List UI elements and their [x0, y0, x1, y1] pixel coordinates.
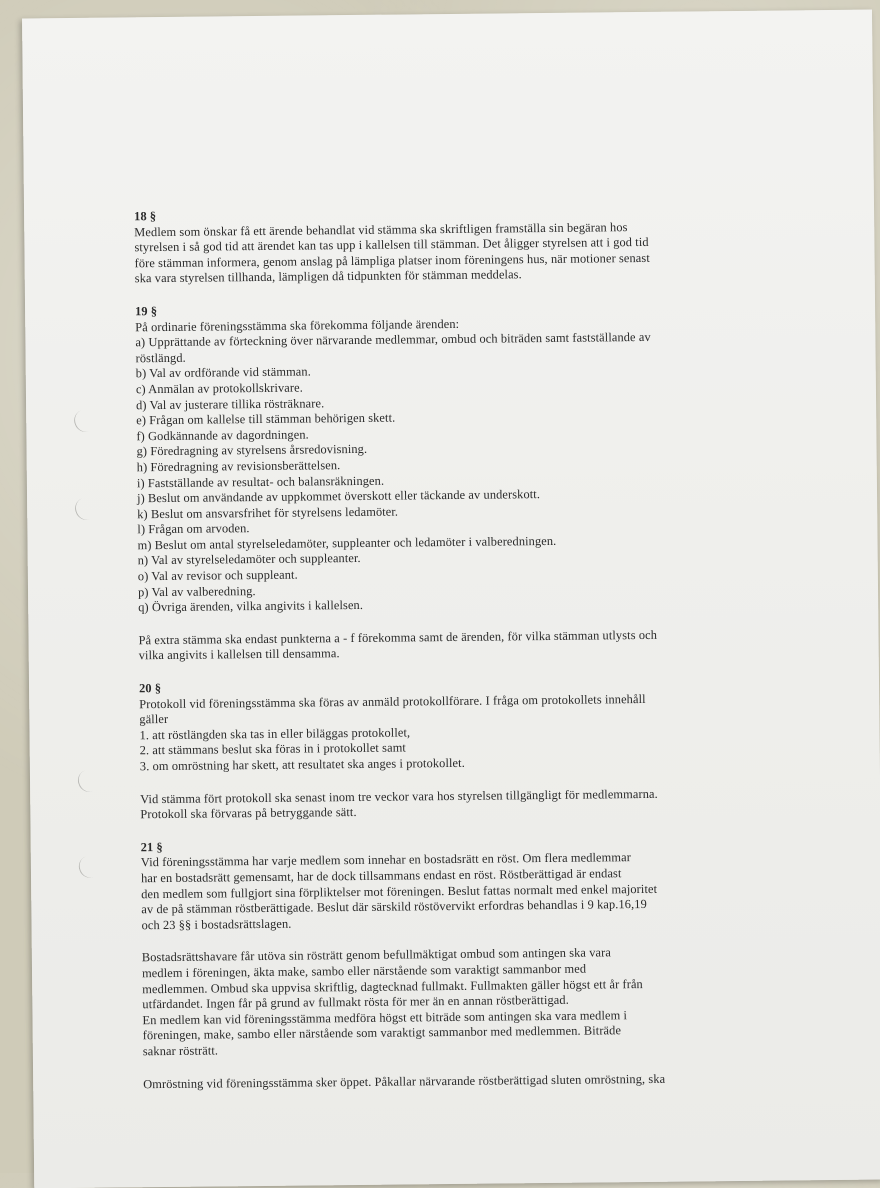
text-line: j) Beslut om användande av uppkommet överskott eller täckande av underskott.	[136, 487, 541, 506]
text-line: o) Val av revisor och suppleant.	[137, 567, 298, 584]
text-line: Protokoll ska förvaras på betryggande sätt.	[140, 805, 357, 822]
text-line: saknar rösträtt.	[142, 1043, 219, 1059]
text-line: 3. om omröstning har skett, att resultatet ska anges i protokollet.	[139, 755, 465, 774]
text-line: före stämman informera, genom anslag på lämpliga platser inom föreningens hus, när motioner senast	[134, 250, 650, 271]
text-line: den medlem som fullgjort sina förpliktelser mot föreningen. Beslut fattas normalt med enkel majoritet	[141, 881, 658, 901]
text-line: i) Fastställande av resultat- och balansräkningen.	[136, 473, 385, 490]
text-line: c) Anmälan av protokollskrivare.	[135, 380, 303, 397]
text-line: medlem i föreningen, äkta make, sambo eller närstående som varaktigt sammanbor med	[141, 961, 587, 981]
section-number: 21 §	[140, 839, 163, 855]
text-line: På extra stämma ska endast punkterna a - f förekomma samt de ärenden, för vilka stämman utlysts och	[138, 627, 658, 648]
text-line: röstlängd.	[135, 350, 186, 366]
text-line: ska vara styrelsen tillhanda, lämpligen då tidpunkten för stämman meddelas.	[134, 267, 522, 286]
text-line: f) Godkännande av dagordningen.	[136, 427, 309, 443]
text-line: h) Föredragning av revisionsberättelsen.	[136, 458, 341, 475]
text-line: p) Val av valberedning.	[137, 583, 256, 599]
text-line: av de på stämman röstberättigade. Beslut där särskild röstövervikt erfordras behandlas i 9 kap.16,19	[141, 897, 647, 917]
text-line: styrelsen i så god tid att ärendet kan tas upp i kallelsen till stämman. Det åligger styrelsen att i god tid	[134, 235, 649, 255]
text-line: d) Val av justerare tillika rösträknare.	[136, 395, 325, 412]
text-line: Protokoll vid föreningsstämma ska föras av anmäld protokollförare. I fråga om protokollets innehåll	[139, 691, 646, 711]
text-line: b) Val av ordförande vid stämman.	[135, 364, 311, 381]
section	[139, 675, 740, 823]
text-line: föreningen, make, sambo eller närstående som varaktigt sammanbor med medlemmen. Biträde	[142, 1023, 622, 1043]
section	[141, 834, 744, 1093]
text-line: En medlem kan vid föreningsstämma medföra högst ett biträde som antingen ska vara medlem i	[142, 1007, 628, 1027]
punch-hole	[75, 767, 102, 795]
punch-hole	[71, 407, 98, 435]
section-number: 19 §	[135, 304, 158, 319]
text-line: vilka angivits i kallelsen till densamma.	[138, 646, 340, 663]
document-page	[22, 10, 880, 1188]
text-line: 1. att röstlängden ska tas in eller biläggas protokollet,	[139, 725, 411, 743]
section	[134, 203, 735, 287]
section-number: 20 §	[138, 681, 162, 696]
text-line: medlemmen. Ombud ska uppvisa skriftlig, dagtecknad fullmakt. Fullmakten gäller högst ett år från	[142, 976, 643, 996]
text-line: Omröstning vid föreningsstämma sker öppet. Påkallar närvarande röstberättigad sluten omröstning, ska	[143, 1071, 666, 1091]
text-line: Bostadsrättshavare får utöva sin rösträtt genom befullmäktigat ombud som antingen ska vara	[141, 945, 611, 965]
text-line: och 23 §§ i bostadsrättslagen.	[141, 916, 292, 932]
text-line: l) Frågan om arvoden.	[137, 521, 250, 537]
text-line: q) Övriga ärenden, vilka angivits i kallelsen.	[138, 598, 364, 615]
text-line: g) Föredragning av styrelsens årsredovisning.	[136, 442, 368, 459]
punch-hole	[72, 495, 99, 523]
text-line: m) Beslut om antal styrelseledamöter, suppleanter och ledamöter i valberedningen.	[137, 533, 557, 553]
text-line: a) Upprättande av förteckning över närvarande medlemmar, ombud och biträden samt fastställande av	[135, 330, 651, 350]
punch-hole	[76, 853, 103, 881]
text-line: utfärdandet. Ingen får på grund av fullmakt rösta för mer än en annan röstberättigad.	[142, 992, 569, 1012]
section	[135, 298, 739, 664]
document-text	[134, 203, 743, 1109]
text-line: gäller	[139, 712, 169, 727]
text-line: 2. att stämmans beslut ska föras in i protokollet samt	[139, 740, 407, 758]
text-line: Vid föreningsstämma har varje medlem som innehar en bostadsrätt en röst. Om flera medlemmar	[140, 850, 631, 870]
section-number: 18 §	[134, 209, 157, 224]
text-line: Medlem som önskar få ett ärende behandlat vid stämma ska skriftligen framställa sin begäran hos	[134, 219, 628, 239]
text-line: e) Frågan om kallelse till stämman behörigen skett.	[136, 410, 396, 428]
text-line: Vid stämma fört protokoll ska senast inom tre veckor vara hos styrelsen tillgängligt för medlemmarna.	[140, 786, 658, 806]
text-line: har en bostadsrätt gemensamt, har de dock tillsammans endast en röst. Röstberättigad är endast	[140, 866, 622, 886]
text-line: n) Val av styrelseledamöter och suppleanter.	[137, 551, 361, 568]
text-line: På ordinarie föreningsstämma ska förekomma följande ärenden:	[135, 316, 460, 334]
text-line: k) Beslut om ansvarsfrihet för styrelsens ledamöter.	[137, 504, 399, 521]
